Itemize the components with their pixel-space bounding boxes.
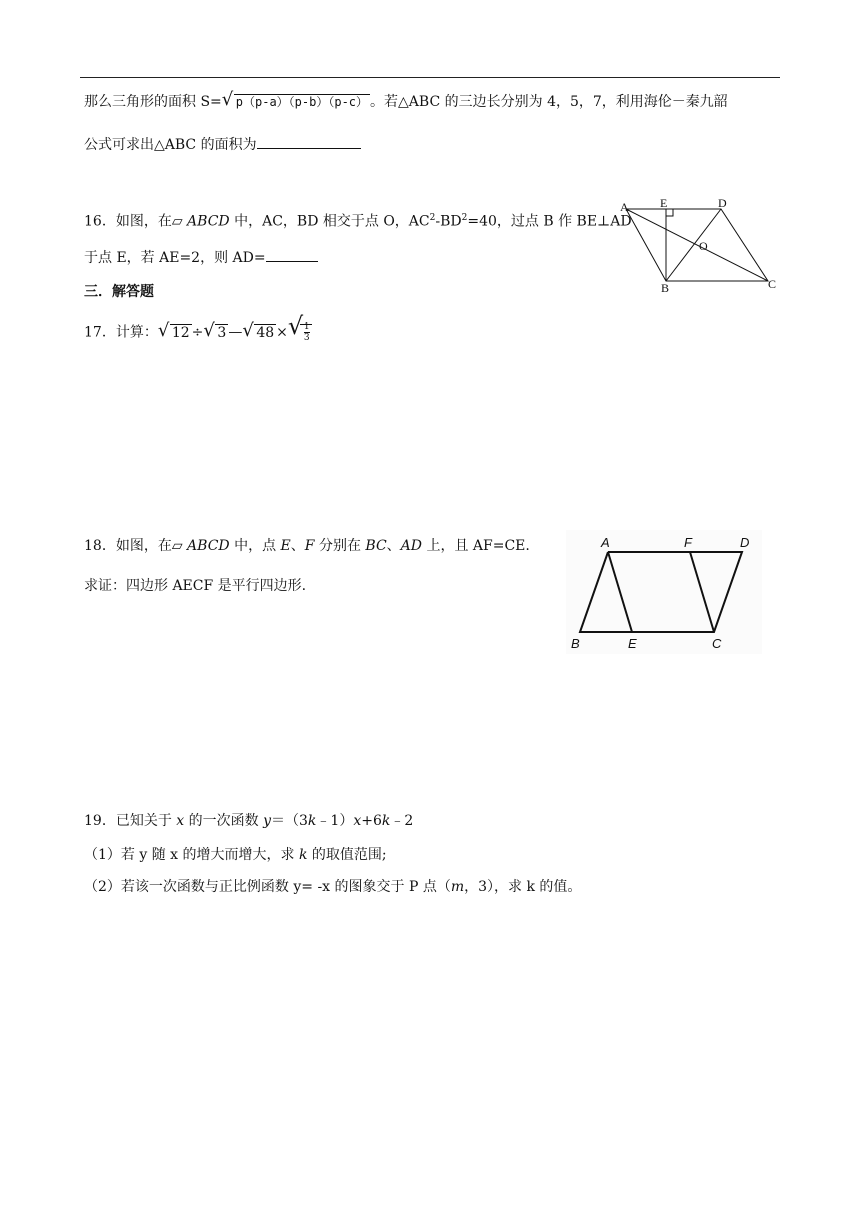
heron-formula: p（p-a）（p-b）（p-c）	[235, 95, 369, 109]
q16-sup-2: 2	[461, 213, 468, 223]
q16-answer-blank[interactable]	[266, 249, 318, 262]
q19-sub-2: （2）若该一次函数与正比例函数 y= -x 的图象交于 P 点（m，3），求 k 的值。	[84, 879, 582, 895]
q16-line-1	[84, 208, 632, 232]
q16-text-b: 中，AC，BD 相交于点 O，AC	[229, 213, 430, 230]
q16-sup-1: 2	[429, 213, 436, 223]
q16-label-a: A	[620, 200, 629, 214]
q16-label-b: B	[661, 281, 670, 295]
q16-line-2	[84, 248, 318, 268]
q18-label-a: A	[601, 535, 610, 550]
section-3-title: 三．解答题	[84, 284, 154, 300]
heron-line-1	[84, 89, 728, 112]
q16-line-2-text: 于点 E，若 AE=2，则 AD=	[84, 250, 266, 266]
q17-sqrt-3: √ 3	[203, 319, 227, 341]
heron-line-2	[84, 135, 361, 155]
q17-times: ×	[276, 324, 288, 341]
q16-abcd: ABCD	[187, 213, 230, 230]
q16-text-a: 16．如图，在▱	[84, 213, 188, 230]
q17-fraction: $\frac{1}{3}$	[303, 322, 310, 343]
q18-figure	[566, 530, 762, 654]
q18-line-1: 18．如图，在▱ ABCD 中，点 E、F 分别在 BC、AD 上，且 AF=CE.	[84, 538, 530, 554]
q18-label-f: F	[684, 535, 692, 550]
q16-figure	[614, 196, 784, 296]
heron-prefix: 那么三角形的面积 S=	[84, 94, 222, 110]
q18-label-d: D	[740, 535, 750, 550]
q16-text-c: -BD	[435, 213, 462, 230]
q18-label-e: E	[628, 636, 637, 651]
q16-label-e: E	[660, 196, 668, 210]
q17-line	[84, 312, 312, 343]
q16-label-o: O	[699, 239, 708, 253]
heron-answer-blank[interactable]	[257, 136, 361, 149]
q17-sqrt-frac: √ $\frac{1}{3}$	[287, 312, 310, 343]
q19-sub-1: （1）若 y 随 x 的增大而增大，求 k 的取值范围;	[84, 847, 387, 863]
q16-text-d: =40，过点 B 作 BE⊥AD	[467, 213, 632, 230]
q17-divide: ÷	[191, 324, 204, 341]
q16-label-c: C	[768, 277, 777, 291]
header-rule	[80, 77, 780, 78]
heron-sqrt: √ p（p-a）（p-b）（p-c）	[221, 89, 369, 110]
heron-suffix: 。若△ABC 的三边长分别为 4，5，7，利用海伦－秦九韶	[370, 94, 728, 110]
q18-label-b: B	[571, 636, 580, 651]
q19-line-1: 19．已知关于 x 的一次函数 y＝（3k﹣1）x+6k﹣2	[84, 813, 414, 829]
q17-sqrt-48: √ 48	[242, 319, 275, 341]
q18-line-2: 求证：四边形 AECF 是平行四边形.	[84, 578, 307, 594]
q17-minus: —	[228, 324, 243, 341]
heron-line-2-text: 公式可求出△ABC 的面积为	[84, 137, 257, 153]
q16-label-d: D	[718, 196, 727, 210]
q17-prefix: 17．计算：	[84, 324, 158, 341]
q17-sqrt-12: √ 12	[157, 319, 190, 341]
q18-label-c: C	[712, 636, 722, 651]
